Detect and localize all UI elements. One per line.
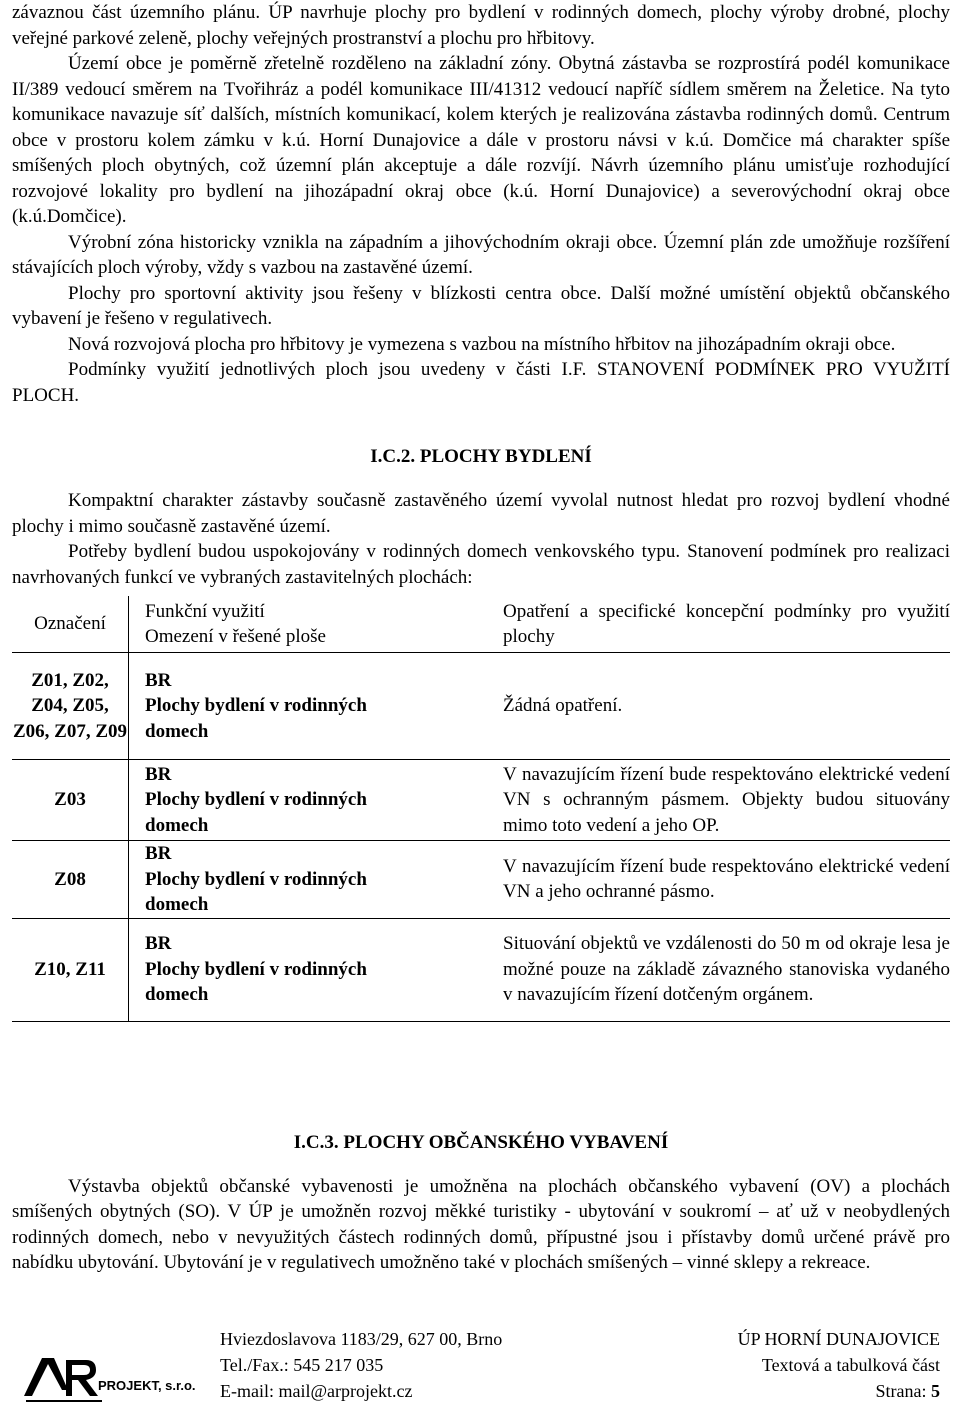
row-function <box>129 841 482 919</box>
header-function-limits: Omezení v řešené ploše <box>145 626 326 647</box>
table-header-row <box>12 596 950 653</box>
footer-page <box>738 1378 940 1404</box>
footer-phone: Tel./Fax.: 545 217 035 <box>220 1355 384 1375</box>
row-function-use: Plochy bydlení v rodinných domech <box>145 958 367 1006</box>
row-measures: Situování objektů ve vzdálenosti do 50 m od okraje lesa je možné pouze na základě závazného stanoviska vydaného v navazujícím řízení dotčeným orgánem. <box>503 933 950 1006</box>
row-function <box>129 653 482 760</box>
table-row <box>12 918 950 1021</box>
section-heading-c2: I.C.2. PLOCHY BYDLENÍ <box>370 446 592 467</box>
row-code: Z08 <box>12 841 129 919</box>
footer-project-block <box>738 1326 940 1404</box>
c2-paragraph-1: Kompaktní charakter zástavby současně zastavěného území vyvolal nutnost hledat pro rozvoj bydlení vhodné plochy i mimo současně zastavěné území. <box>12 490 950 537</box>
section-heading-c3: I.C.3. PLOCHY OBČANSKÉHO VYBAVENÍ <box>293 1131 669 1153</box>
row-function-tag: BR <box>145 669 172 691</box>
table-row <box>12 841 950 919</box>
footer-page-label: Strana: <box>875 1381 927 1401</box>
row-measures: V navazujícím řízení bude respektováno elektrické vedení VN a jeho ochranné pásmo. <box>503 855 950 903</box>
header-function <box>129 596 482 653</box>
footer-email: E-mail: mail@arprojekt.cz <box>220 1381 413 1401</box>
footer-page-number: 5 <box>931 1381 940 1401</box>
footer-address-block <box>220 1326 502 1404</box>
row-code: Z10, Z11 <box>12 918 129 1021</box>
row-function-use: Plochy bydlení v rodinných domech <box>145 868 367 915</box>
row-function-tag: BR <box>145 933 172 955</box>
page-footer <box>0 1326 960 1409</box>
row-function-use: Plochy bydlení v rodinných domech <box>145 695 367 742</box>
row-measures: V navazujícím řízení bude respektováno elektrické vedení VN s ochranným pásmem. Objekty budou situovány mimo toto vedení a jeho OP. <box>503 763 950 836</box>
row-code: Z01, Z02, Z04, Z05, Z06, Z07, Z09 <box>12 653 129 760</box>
company-logo <box>22 1350 202 1406</box>
row-function-use: Plochy bydlení v rodinných domech <box>145 789 367 836</box>
intro-paragraph-5: Nová rozvojová plocha pro hřbitovy je vymezena s vazbou na místního hřbitov na jihozápadním okraji obce. <box>68 333 896 355</box>
footer-address: Hviezdoslavova 1183/29, 627 00, Brno <box>220 1329 503 1349</box>
intro-paragraph-6: Podmínky využití jednotlivých ploch jsou uvedeny v části I.F. STANOVENÍ PODMÍNEK PRO VYUŽITÍ PLOCH. <box>12 359 950 406</box>
row-function-tag: BR <box>145 763 172 785</box>
row-code: Z03 <box>12 760 129 841</box>
header-function-use: Funkční využití <box>145 600 265 622</box>
c3-paragraph-1: Výstavba objektů občanské vybavenosti je umožněna na plochách občanského vybavení (OV) a plochách smíšených obytných (SO). V ÚP je umožněn rozvoj měkké turistiky - ubytování v soukromí – ať už v neobydlených rodinných domech, nebo v nevyužitých částech rodinných domů, přípustné jsou i přístavby domů určené právě pro nabídku ubytování. Ubytování je v regulativech umožněno také v plochách smíšených – vinné sklepy a rekreace. <box>12 1175 950 1273</box>
header-measures: Opatření a specifické koncepční podmínky pro využití plochy <box>481 596 950 653</box>
intro-paragraph-2: Území obce je poměrně zřetelně rozděleno na základní zóny. Obytná zástavba se rozprostírá podél komunikace II/389 vedoucí směrem na Tvořihráz a podél komunikace III/41312 vedoucí napříč sídlem směrem na Želetice. Na tyto komunikace navazuje síť dalších, místních komunikací, kolem kterých je realizována zástavba rodinných domů. Centrum obce v prostoru kolem zámku v k.ú. Horní Dunajovice a dále v prostoru návsi v k.ú. Domčice má charakter spíše smíšených ploch obytných, což územní plán akceptuje a dále rozvíjí. Návrh územního plánu umisťuje rozhodující rozvojové lokality pro bydlení na jihozápadní okraj obce (k.ú. Horní Dunajovice) a severovýchodní okraj obce (k.ú.Domčice). <box>12 53 950 227</box>
table-row <box>12 653 950 760</box>
logo-company-name: PROJEKT, s.r.o. <box>98 1378 196 1393</box>
row-function-tag: BR <box>145 843 172 864</box>
row-function <box>129 760 482 841</box>
document-page <box>12 0 950 1276</box>
row-measures: Žádná opatření. <box>503 695 623 717</box>
table-body <box>12 653 950 1022</box>
footer-part-name: Textová a tabulková část <box>761 1355 940 1375</box>
footer-project-name: ÚP HORNÍ DUNAJOVICE <box>737 1329 940 1349</box>
conditions-table <box>12 596 950 1022</box>
intro-paragraph-3: Výrobní zóna historicky vznikla na západním a jihovýchodním okraji obce. Územní plán zde umožňuje rozšíření stávajících ploch výroby, vždy s vazbou na zastavěné území. <box>12 231 950 278</box>
table-row <box>12 760 950 841</box>
c2-paragraph-2: Potřeby bydlení budou uspokojovány v rodinných domech venkovského typu. Stanovení podmínek pro realizaci navrhovaných funkcí ve vybraných zastavitelných plochách: <box>12 541 950 588</box>
row-function <box>129 918 482 1021</box>
intro-paragraph-4: Plochy pro sportovní aktivity jsou řešeny v blízkosti centra obce. Další možné umístění objektů občanského vybavení je řešeno v regulativech. <box>12 282 950 329</box>
header-designation: Označení <box>12 596 129 653</box>
intro-paragraph-1: závaznou část územního plánu. ÚP navrhuje plochy pro bydlení v rodinných domech, plochy výroby drobné, plochy veřejné parkové zeleně, plochy veřejných prostranství a plochu pro hřbitovy. <box>12 2 950 49</box>
